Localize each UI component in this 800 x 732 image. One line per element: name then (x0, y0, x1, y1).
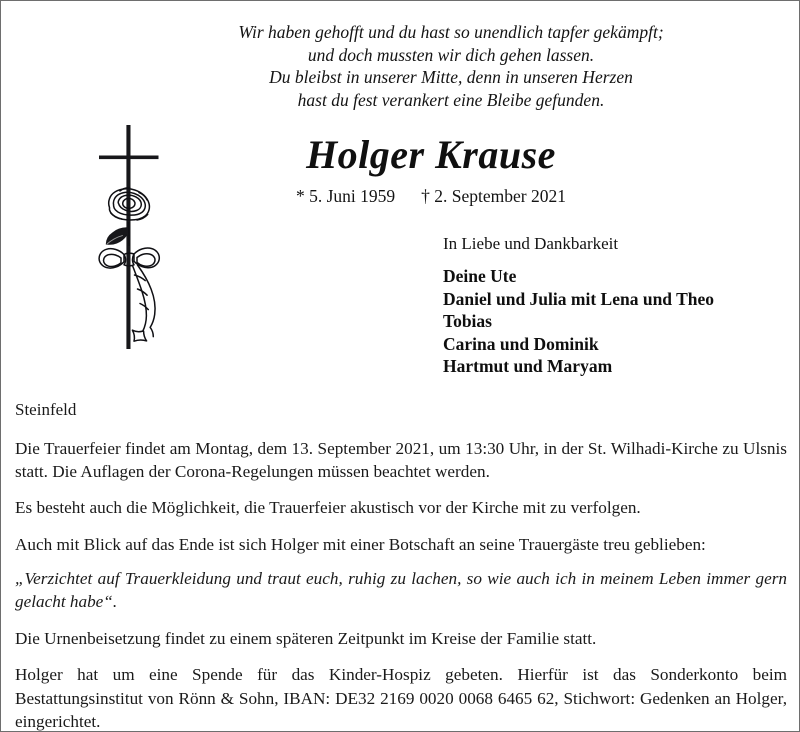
urn-burial-paragraph: Die Urnenbeisetzung findet zu einem späteren Zeitpunkt im Kreise der Familie statt. (15, 629, 597, 649)
verse-line-1: Wir haben gehofft und du hast so unendlich tapfer gekämpft; (238, 22, 664, 42)
mourner-line: Carina und Dominik (443, 333, 599, 354)
death-date: † 2. September 2021 (421, 186, 567, 206)
donation-paragraph: Holger hat um eine Spende für das Kinder-Hospiz gebeten. Hierfür ist das Sonderkonto beim Bestattungsinstitut von Rönn & Sohn, IBAN: DE32 2169 0020 0068 6465 62, Stichwort: Gedenken an Holger, eingerichtet. (15, 665, 787, 731)
mourner-line: Tobias (443, 311, 492, 332)
verse-line-3: Du bleibst in unserer Mitte, denn in unseren Herzen (269, 67, 633, 87)
birth-date: * 5. Juni 1959 (295, 186, 396, 206)
mourners-list (443, 265, 714, 378)
verse-line-4: hast du fest verankert eine Bleibe gefunden. (297, 89, 605, 110)
mourner-line: Deine Ute (443, 266, 517, 286)
mourner-line: Hartmut und Maryam (443, 356, 613, 377)
life-dates (201, 185, 661, 207)
cross-with-rose-icon (79, 123, 183, 359)
memorial-verse (141, 21, 761, 111)
message-intro-paragraph: Auch mit Blick auf das Ende ist sich Holger mit einer Botschaft an seine Trauergäste treu geblieben: (15, 534, 706, 554)
place-name: Steinfeld (15, 400, 77, 419)
outside-listening-paragraph: Es besteht auch die Möglichkeit, die Trauerfeier akustisch vor der Kirche mit zu verfolgen. (15, 498, 641, 518)
mourner-line: Daniel und Julia mit Lena und Theo (443, 288, 715, 309)
message-quote-paragraph: „Verzichtet auf Trauerkleidung und traut euch, ruhig zu lachen, so wie auch ich in meinem Leben immer gern gelacht habe“. (15, 568, 787, 612)
notice-body (15, 399, 787, 732)
ceremony-paragraph: Die Trauerfeier findet am Montag, dem 13. September 2021, um 13:30 Uhr, in der St. Wilhadi-Kirche zu Ulsnis statt. Die Auflagen der Corona-Regelungen müssen beachtet werden. (15, 439, 787, 482)
deceased-name: Holger Krause (306, 132, 556, 177)
verse-line-2: und doch mussten wir dich gehen lassen. (307, 44, 595, 65)
dedication-heading: In Liebe und Dankbarkeit (443, 234, 619, 253)
